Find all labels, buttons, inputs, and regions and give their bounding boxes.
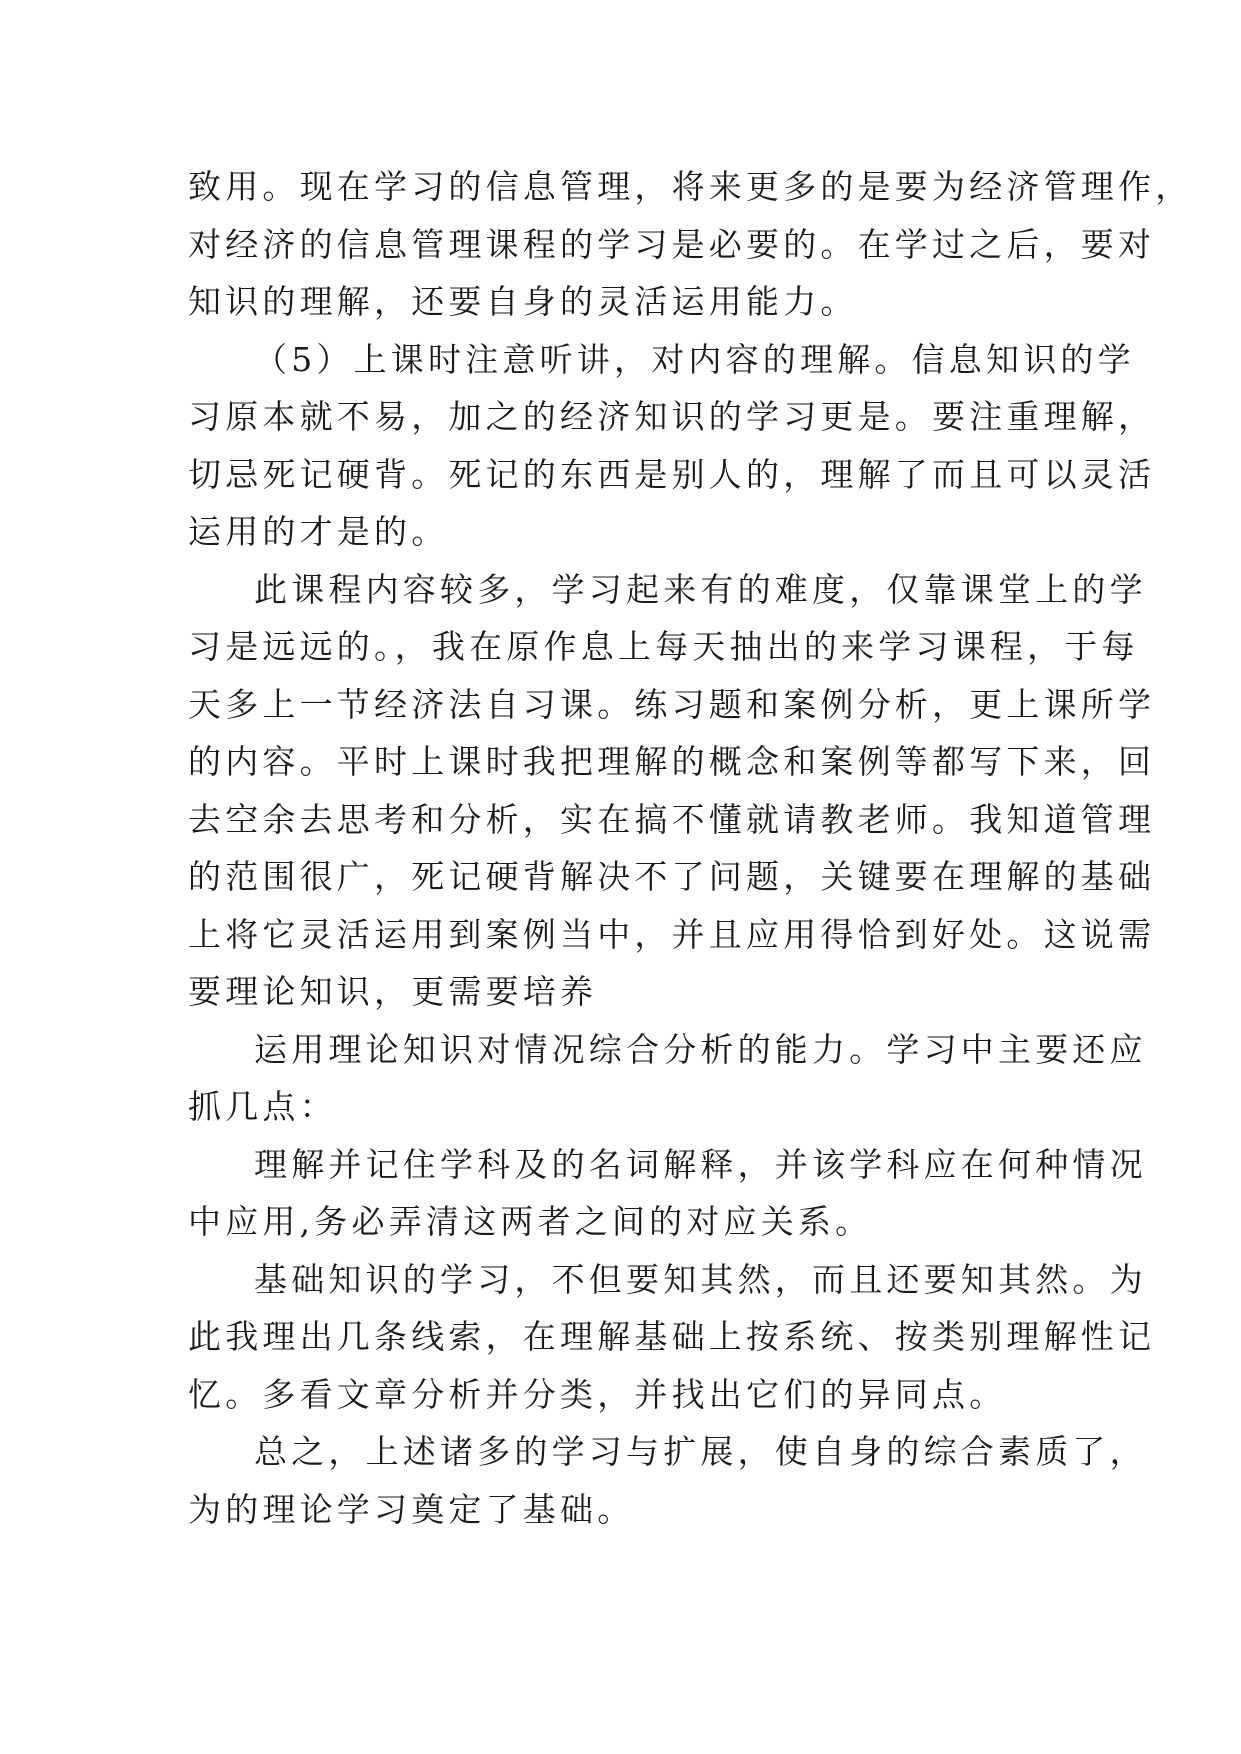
- text-line: 基础知识的学习，不但要知其然，而且还要知其然。为: [254, 1259, 1147, 1299]
- text-line: 致用。现在学习的信息管理，将来更多的是要为经济管理作，: [188, 167, 1193, 206]
- text-line: 的范围很广，死记硬背解决不了问题，关键要在理解的基础: [188, 857, 1156, 896]
- paragraph-2: [188, 331, 1156, 561]
- text-line: 运用理论知识对情况综合分析的能力。学习中主要还应: [254, 1029, 1147, 1069]
- text-line: 忆。多看文章分析并分类，并找出它们的异同点。: [188, 1374, 1007, 1414]
- paragraph-4: [188, 1021, 1147, 1136]
- text-line: 习是远远的。，我在原作息上每天抽出的来学习课程，于每: [188, 627, 1139, 666]
- text-line: 总之，上述诸多的学习与扩展，使自身的综合素质了，: [254, 1432, 1147, 1471]
- text-line: 去空余去思考和分析，实在搞不懂就请教老师。我知道管理: [188, 799, 1156, 839]
- text-line: 此课程内容较多，学习起来有的难度，仅靠课堂上的学: [254, 569, 1147, 609]
- paragraph-5: [188, 1136, 1147, 1251]
- text-line: 上将它灵活运用到案例当中，并且应用得恰到好处。这说需: [188, 914, 1156, 954]
- text-line: 知识的理解，还要自身的灵活运用能力。: [188, 282, 858, 321]
- paragraph-3: [188, 561, 1156, 1021]
- paragraph-6: [188, 1251, 1156, 1424]
- text-line: 习原本就不易，加之的经济知识的学习更是。要注重理解，: [188, 397, 1156, 436]
- text-line: 运用的才是的。: [188, 512, 449, 551]
- text-line: 中应用,务必弄清这两者之间的对应关系。: [188, 1202, 873, 1241]
- text-line: 切忌死记硬背。死记的东西是别人的，理解了而且可以灵活: [188, 454, 1156, 494]
- text-line: 此我理出几条线索，在理解基础上按系统、按类别理解性记: [188, 1317, 1156, 1356]
- document-body: [188, 158, 1193, 1538]
- text-line: 理解并记住学科及的名词解释，并该学科应在何种情况: [254, 1144, 1147, 1184]
- text-line: 天多上一节经济法自习课。练习题和案例分析，更上课所学: [188, 684, 1156, 724]
- paragraph-7: [188, 1423, 1147, 1538]
- text-line: （5）上课时注意听讲，对内容的理解。信息知识的学: [254, 339, 1135, 379]
- text-line: 对经济的信息管理课程的学习是必要的。在学过之后，要对: [188, 224, 1156, 264]
- paragraph-1: [188, 158, 1193, 331]
- text-line: 要理论知识，更需要培养: [188, 972, 598, 1011]
- text-line: 抓几点：: [188, 1087, 337, 1126]
- text-line: 为的理论学习奠定了基础。: [188, 1489, 635, 1529]
- text-line: 的内容。平时上课时我把理解的概念和案例等都写下来，回: [188, 742, 1156, 781]
